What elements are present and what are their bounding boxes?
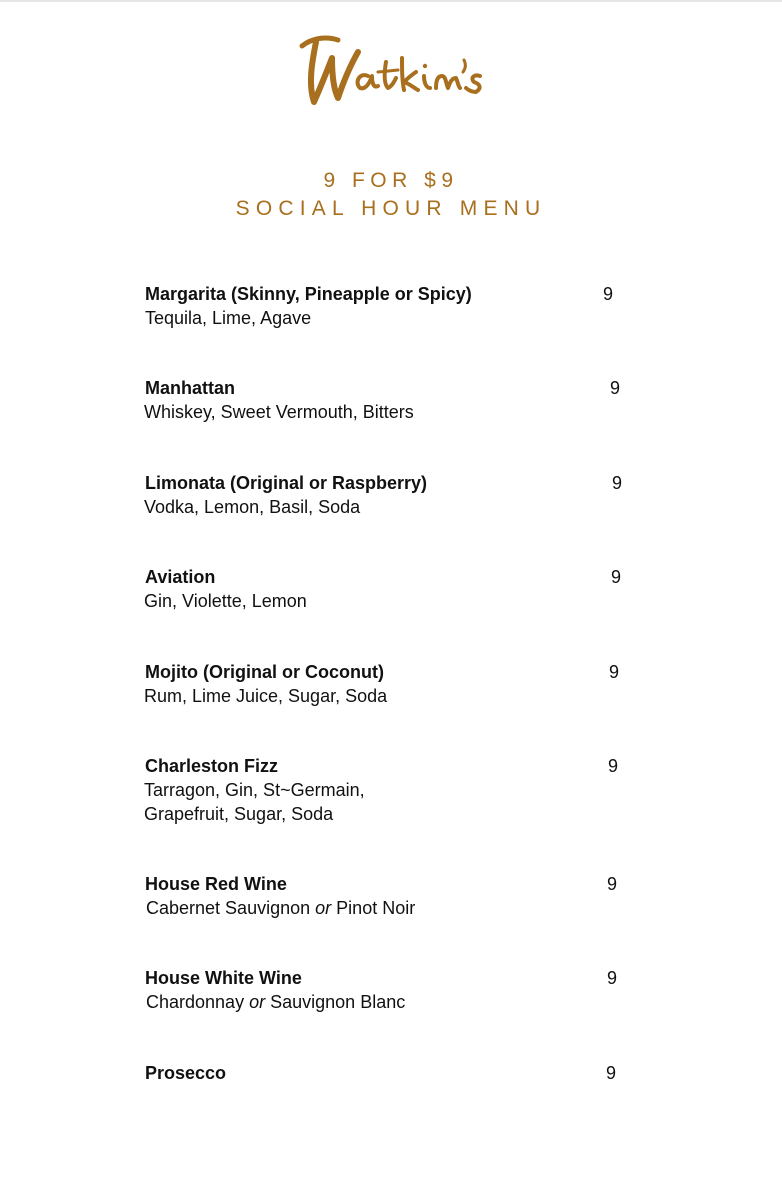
item-description: Tequila, Lime, Agave bbox=[145, 308, 312, 328]
item-price: 9 bbox=[608, 756, 619, 776]
item-description-option-a: Chardonnay bbox=[146, 992, 245, 1012]
item-name: Prosecco bbox=[145, 1063, 227, 1083]
menu-title-line-2: SOCIAL HOUR MENU bbox=[235, 197, 547, 220]
item-name: House White Wine bbox=[145, 968, 302, 988]
item-description-conjunction: or bbox=[315, 898, 332, 918]
item-description bbox=[146, 990, 405, 1014]
item-price: 9 bbox=[607, 968, 618, 988]
top-rule bbox=[0, 0, 782, 2]
logo-script-wordmark bbox=[298, 32, 490, 110]
item-price: 9 bbox=[611, 567, 622, 587]
menu-title-line-1: 9 FOR $9 bbox=[323, 169, 459, 192]
item-price: 9 bbox=[610, 378, 621, 398]
item-description: Rum, Lime Juice, Sugar, Soda bbox=[144, 686, 388, 706]
item-name: Aviation bbox=[145, 567, 216, 587]
item-description: Whiskey, Sweet Vermouth, Bitters bbox=[144, 402, 414, 422]
item-price: 9 bbox=[607, 874, 618, 894]
item-description-line-2: Grapefruit, Sugar, Soda bbox=[144, 804, 334, 824]
item-description-option-b: Sauvignon Blanc bbox=[270, 992, 406, 1012]
item-description-conjunction: or bbox=[249, 992, 266, 1012]
item-price: 9 bbox=[603, 284, 614, 304]
item-price: 9 bbox=[606, 1063, 617, 1083]
item-price: 9 bbox=[612, 473, 623, 493]
item-name: Manhattan bbox=[145, 378, 235, 398]
item-description-option-b: Pinot Noir bbox=[336, 898, 416, 918]
item-description bbox=[146, 896, 415, 920]
item-name: Margarita (Skinny, Pineapple or Spicy) bbox=[145, 284, 472, 304]
item-description: Vodka, Lemon, Basil, Soda bbox=[144, 497, 361, 517]
item-name: House Red Wine bbox=[145, 874, 287, 894]
item-name: Mojito (Original or Coconut) bbox=[145, 662, 384, 682]
item-name: Limonata (Original or Raspberry) bbox=[145, 473, 428, 493]
restaurant-logo bbox=[298, 32, 490, 110]
item-price: 9 bbox=[609, 662, 620, 682]
item-name: Charleston Fizz bbox=[145, 756, 279, 776]
item-description-option-a: Cabernet Sauvignon bbox=[146, 898, 311, 918]
item-description: Gin, Violette, Lemon bbox=[144, 591, 307, 611]
item-description: Tarragon, Gin, St~Germain, bbox=[144, 780, 365, 800]
